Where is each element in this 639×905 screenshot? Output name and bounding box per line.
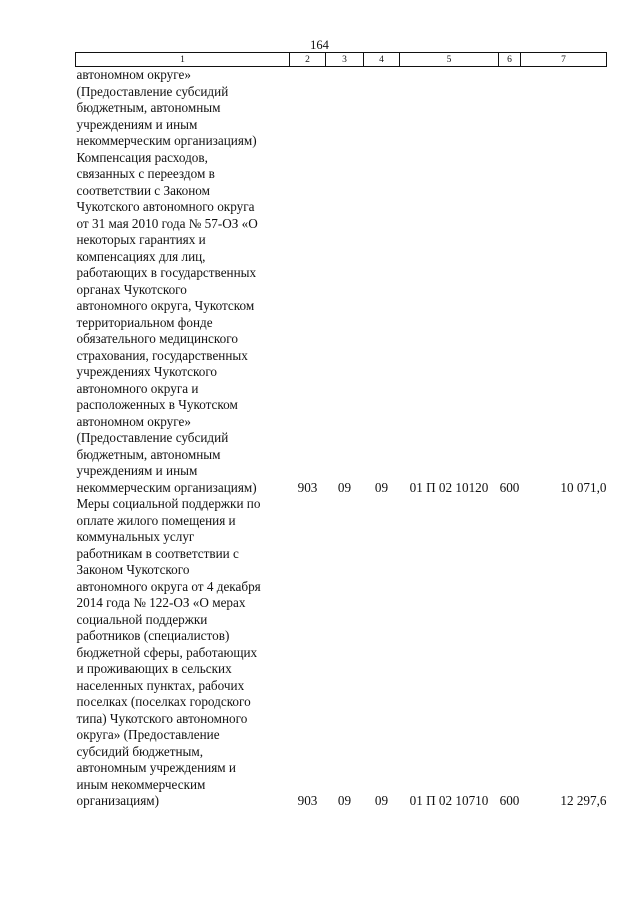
column-header-1: 1 bbox=[76, 53, 290, 67]
column-header-5: 5 bbox=[400, 53, 499, 67]
row-sum bbox=[521, 67, 607, 150]
budget-table bbox=[75, 52, 607, 810]
column-header-4: 4 bbox=[364, 53, 400, 67]
row-pr: 09 bbox=[374, 479, 389, 495]
row-csr bbox=[400, 67, 499, 150]
column-header-7: 7 bbox=[521, 53, 607, 67]
row-gr: 903 bbox=[297, 793, 318, 808]
row-vr: 600 bbox=[499, 793, 520, 808]
table-row bbox=[76, 150, 607, 497]
row-gr: 903 bbox=[297, 479, 318, 495]
row-vr: 600 bbox=[499, 479, 520, 495]
row-csr: 01 П 02 10710 bbox=[409, 793, 489, 808]
table-header-row bbox=[76, 53, 607, 67]
row-pr bbox=[364, 67, 400, 150]
table-row bbox=[76, 496, 607, 810]
row-gr bbox=[290, 67, 326, 150]
row-rz: 09 bbox=[337, 479, 352, 495]
row-name: Меры социальной поддержки по оплате жилого помещения и коммунальных услуг работникам в соответствии с Законом Чукотского автономного округа от 4 декабря 2014 года № 122-ОЗ «О мерах социальной поддержки работников (специалистов) бюджетной сферы, работающих и проживающих в сельских населенных пунктах, рабочих поселках (поселках городского типа) Чукотского автономного округа» (Предоставление субсидий бюджетным, автономным учреждениям и иным некоммерческим организациям) bbox=[76, 496, 261, 808]
row-pr: 09 bbox=[374, 793, 389, 808]
row-sum: 12 297,6 bbox=[560, 793, 607, 808]
column-header-3: 3 bbox=[326, 53, 364, 67]
row-rz bbox=[326, 67, 364, 150]
table-row bbox=[76, 67, 607, 150]
row-vr bbox=[499, 67, 521, 150]
column-header-6: 6 bbox=[499, 53, 521, 67]
row-csr: 01 П 02 10120 bbox=[409, 479, 489, 495]
page-number: 164 bbox=[310, 38, 329, 52]
row-name: Компенсация расходов, связанных с переездом в соответствии с Законом Чукотского автономного округа от 31 мая 2010 года № 57-ОЗ «О некоторых гарантиях и компенсациях для лиц, работающих в государственных органах Чукотского автономного округа, Чукотском территориальном фонде обязательного медицинского страхования, государственных учреждениях Чукотского автономного округа и расположенных в Чукотском автономном округе» (Предоставление субсидий бюджетным, автономным учреждениям и иным некоммерческим организациям) bbox=[76, 149, 258, 495]
row-sum: 10 071,0 bbox=[560, 479, 607, 495]
column-header-2: 2 bbox=[290, 53, 326, 67]
row-name: автономном округе» (Предоставление субсидий бюджетным, автономным учреждениям и иным некоммерческим организациям) bbox=[76, 67, 257, 148]
row-rz: 09 bbox=[337, 793, 352, 808]
